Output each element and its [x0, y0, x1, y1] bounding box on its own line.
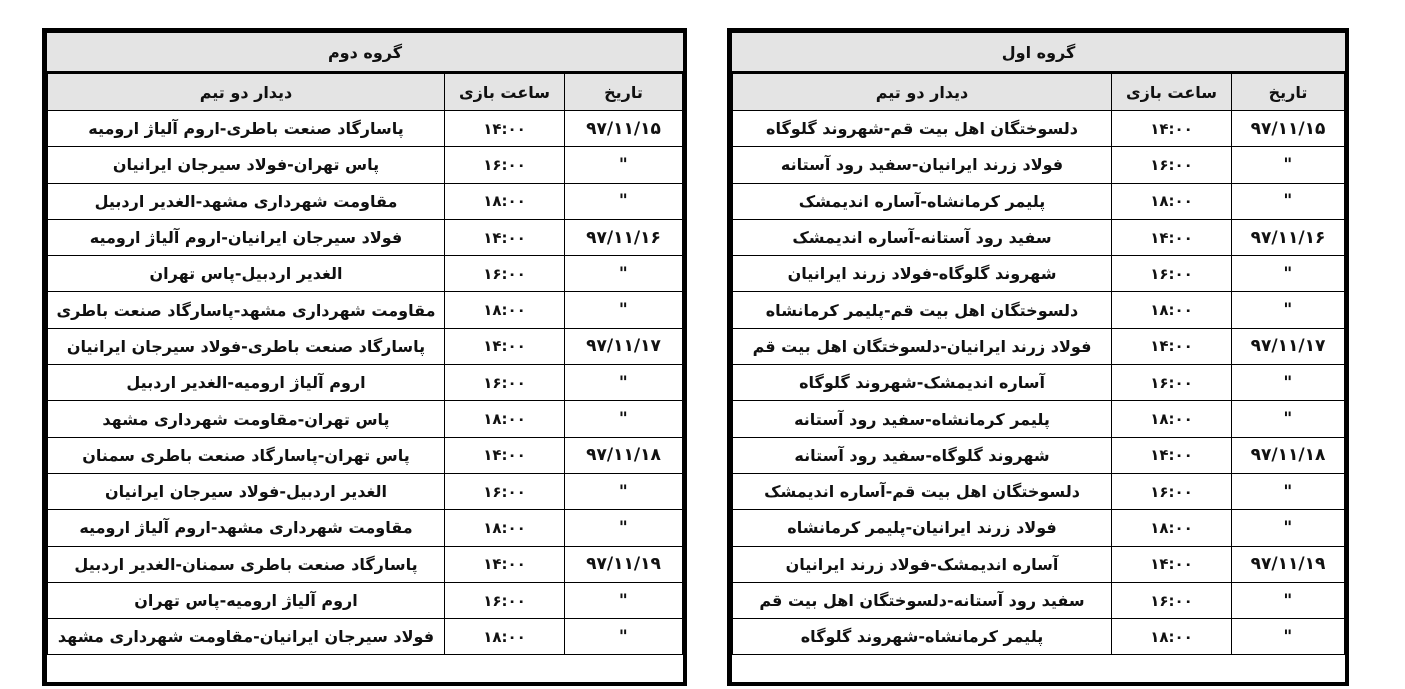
time-cell: ۱۶:۰۰	[445, 582, 565, 618]
match-cell: دلسوختگان اهل بیت قم-شهروند گلوگاه	[733, 111, 1112, 147]
date-cell: ۹۷/۱۱/۱۸	[1232, 437, 1345, 473]
date-cell: "	[565, 582, 683, 618]
group1-header-row	[733, 74, 1345, 111]
group2-header-row	[48, 74, 683, 111]
group2-panel	[46, 32, 684, 683]
date-cell: "	[1232, 510, 1345, 546]
match-cell: سفید رود آستانه-آساره اندیمشک	[733, 219, 1112, 255]
time-cell: ۱۴:۰۰	[1112, 437, 1232, 473]
time-cell: ۱۴:۰۰	[445, 111, 565, 147]
time-cell: ۱۶:۰۰	[1112, 256, 1232, 292]
date-cell: "	[565, 401, 683, 437]
group1-frame	[727, 28, 1349, 686]
match-cell: فولاد زرند ایرانیان-دلسوختگان اهل بیت قم	[733, 328, 1112, 364]
time-cell: ۱۴:۰۰	[445, 546, 565, 582]
time-cell: ۱۶:۰۰	[445, 473, 565, 509]
date-cell: "	[1232, 365, 1345, 401]
table-row	[733, 582, 1345, 618]
date-cell: ۹۷/۱۱/۱۶	[1232, 219, 1345, 255]
date-cell: "	[1232, 256, 1345, 292]
date-cell: "	[1232, 473, 1345, 509]
date-cell: "	[1232, 401, 1345, 437]
table-row	[733, 219, 1345, 255]
table-row	[48, 510, 683, 546]
time-cell: ۱۸:۰۰	[445, 292, 565, 328]
date-cell: ۹۷/۱۱/۱۸	[565, 437, 683, 473]
date-cell: "	[565, 473, 683, 509]
time-cell: ۱۸:۰۰	[445, 401, 565, 437]
time-cell: ۱۴:۰۰	[1112, 328, 1232, 364]
match-cell: پاس تهران-فولاد سیرجان ایرانیان	[48, 147, 445, 183]
match-header: دیدار دو تیم	[733, 74, 1112, 111]
date-cell: "	[565, 147, 683, 183]
table-row	[48, 219, 683, 255]
time-cell: ۱۸:۰۰	[445, 183, 565, 219]
table-row	[733, 147, 1345, 183]
table-row	[733, 365, 1345, 401]
table-row	[733, 292, 1345, 328]
date-cell: "	[1232, 183, 1345, 219]
time-cell: ۱۴:۰۰	[1112, 546, 1232, 582]
table-row	[48, 401, 683, 437]
table-row	[48, 147, 683, 183]
date-header: تاریخ	[1232, 74, 1345, 111]
table-row	[48, 619, 683, 655]
date-cell: ۹۷/۱۱/۱۹	[1232, 546, 1345, 582]
match-cell: آساره اندیمشک-شهروند گلوگاه	[733, 365, 1112, 401]
time-cell: ۱۶:۰۰	[1112, 147, 1232, 183]
table-row	[733, 401, 1345, 437]
table-row	[733, 328, 1345, 364]
match-cell: الغدیر اردبیل-فولاد سیرجان ایرانیان	[48, 473, 445, 509]
match-cell: پاس تهران-پاسارگاد صنعت باطری سمنان	[48, 437, 445, 473]
date-cell: "	[1232, 582, 1345, 618]
date-cell: ۹۷/۱۱/۱۷	[565, 328, 683, 364]
time-cell: ۱۶:۰۰	[1112, 365, 1232, 401]
time-cell: ۱۸:۰۰	[1112, 292, 1232, 328]
match-cell: مقاومت شهرداری مشهد-پاسارگاد صنعت باطری	[48, 292, 445, 328]
date-cell: ۹۷/۱۱/۱۵	[565, 111, 683, 147]
time-cell: ۱۶:۰۰	[445, 256, 565, 292]
date-cell: "	[565, 619, 683, 655]
table-row	[48, 292, 683, 328]
time-cell: ۱۶:۰۰	[1112, 582, 1232, 618]
time-cell: ۱۸:۰۰	[445, 619, 565, 655]
match-cell: اروم آلیاژ ارومیه-الغدیر اردبیل	[48, 365, 445, 401]
table-row	[733, 619, 1345, 655]
time-cell: ۱۸:۰۰	[445, 510, 565, 546]
match-cell: شهروند گلوگاه-فولاد زرند ایرانیان	[733, 256, 1112, 292]
table-row	[48, 183, 683, 219]
table-row	[733, 510, 1345, 546]
date-cell: "	[565, 365, 683, 401]
match-cell: دلسوختگان اهل بیت قم-پلیمر کرمانشاه	[733, 292, 1112, 328]
date-cell: "	[565, 256, 683, 292]
date-cell: "	[565, 292, 683, 328]
match-cell: سفید رود آستانه-دلسوختگان اهل بیت قم	[733, 582, 1112, 618]
table-row	[733, 111, 1345, 147]
time-cell: ۱۸:۰۰	[1112, 619, 1232, 655]
table-row	[48, 328, 683, 364]
time-cell: ۱۸:۰۰	[1112, 401, 1232, 437]
date-cell: ۹۷/۱۱/۱۹	[565, 546, 683, 582]
match-cell: پلیمر کرمانشاه-آساره اندیمشک	[733, 183, 1112, 219]
time-cell: ۱۶:۰۰	[445, 147, 565, 183]
date-cell: "	[1232, 147, 1345, 183]
match-cell: فولاد سیرجان ایرانیان-اروم آلیاژ ارومیه	[48, 219, 445, 255]
table-row	[48, 582, 683, 618]
time-header: ساعت بازی	[445, 74, 565, 111]
match-cell: آساره اندیمشک-فولاد زرند ایرانیان	[733, 546, 1112, 582]
match-cell: فولاد زرند ایرانیان-پلیمر کرمانشاه	[733, 510, 1112, 546]
date-cell: ۹۷/۱۱/۱۵	[1232, 111, 1345, 147]
match-cell: الغدیر اردبیل-پاس تهران	[48, 256, 445, 292]
table-row	[48, 111, 683, 147]
match-cell: اروم آلیاژ ارومیه-پاس تهران	[48, 582, 445, 618]
table-row	[48, 546, 683, 582]
group1-table	[732, 73, 1345, 655]
date-cell: "	[1232, 292, 1345, 328]
group1-title: گروه اول	[732, 33, 1345, 73]
match-cell: پلیمر کرمانشاه-شهروند گلوگاه	[733, 619, 1112, 655]
time-cell: ۱۴:۰۰	[445, 328, 565, 364]
date-cell: "	[1232, 619, 1345, 655]
time-cell: ۱۴:۰۰	[445, 437, 565, 473]
table-row	[48, 365, 683, 401]
match-cell: فولاد سیرجان ایرانیان-مقاومت شهرداری مشهد	[48, 619, 445, 655]
time-cell: ۱۶:۰۰	[445, 365, 565, 401]
match-cell: پاس تهران-مقاومت شهرداری مشهد	[48, 401, 445, 437]
group1-table-body	[733, 111, 1345, 655]
time-cell: ۱۴:۰۰	[1112, 219, 1232, 255]
match-header: دیدار دو تیم	[48, 74, 445, 111]
time-header: ساعت بازی	[1112, 74, 1232, 111]
match-cell: پلیمر کرمانشاه-سفید رود آستانه	[733, 401, 1112, 437]
match-cell: دلسوختگان اهل بیت قم-آساره اندیمشک	[733, 473, 1112, 509]
date-cell: ۹۷/۱۱/۱۷	[1232, 328, 1345, 364]
match-cell: مقاومت شهرداری مشهد-اروم آلیاژ ارومیه	[48, 510, 445, 546]
table-row	[48, 256, 683, 292]
match-cell: پاسارگاد صنعت باطری سمنان-الغدیر اردبیل	[48, 546, 445, 582]
time-cell: ۱۸:۰۰	[1112, 510, 1232, 546]
table-row	[733, 437, 1345, 473]
group2-table	[47, 73, 683, 655]
group2-frame	[42, 28, 687, 686]
match-cell: مقاومت شهرداری مشهد-الغدیر اردبیل	[48, 183, 445, 219]
date-cell: ۹۷/۱۱/۱۶	[565, 219, 683, 255]
match-cell: فولاد زرند ایرانیان-سفید رود آستانه	[733, 147, 1112, 183]
table-row	[48, 473, 683, 509]
match-cell: پاسارگاد صنعت باطری-فولاد سیرجان ایرانیان	[48, 328, 445, 364]
group2-title: گروه دوم	[47, 33, 683, 73]
group2-table-body	[48, 111, 683, 655]
time-cell: ۱۴:۰۰	[1112, 111, 1232, 147]
table-row	[733, 473, 1345, 509]
table-row	[733, 183, 1345, 219]
date-cell: "	[565, 183, 683, 219]
table-row	[733, 256, 1345, 292]
time-cell: ۱۶:۰۰	[1112, 473, 1232, 509]
table-row	[733, 546, 1345, 582]
group1-panel	[731, 32, 1346, 683]
match-cell: شهروند گلوگاه-سفید رود آستانه	[733, 437, 1112, 473]
time-cell: ۱۸:۰۰	[1112, 183, 1232, 219]
match-cell: پاسارگاد صنعت باطری-اروم آلیاژ ارومیه	[48, 111, 445, 147]
date-cell: "	[565, 510, 683, 546]
table-row	[48, 437, 683, 473]
date-header: تاریخ	[565, 74, 683, 111]
time-cell: ۱۴:۰۰	[445, 219, 565, 255]
